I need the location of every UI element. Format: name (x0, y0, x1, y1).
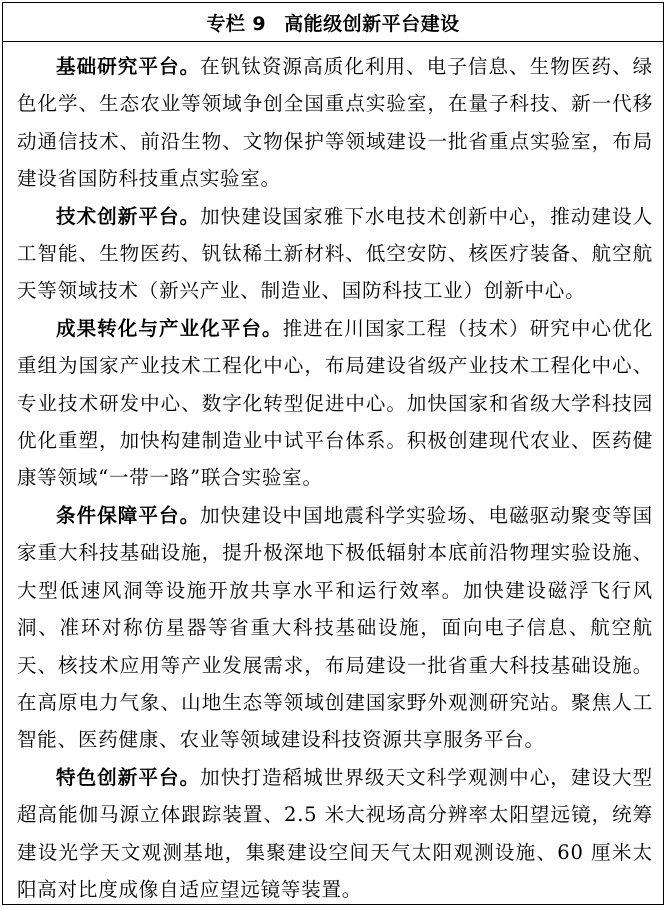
section-body: 在钒钛资源高质化利用、电子信息、生物医药、绿色化学、生态农业等领域争创全国重点实验室，在量子科技、新一代移动通信技术、前沿生物、文物保护等领域建设一批省重点实验室，布局建设省国防科技重点实验室。 (17, 55, 653, 191)
section-heading: 特色创新平台。 (56, 765, 201, 789)
section-body: 加快建设中国地震科学实验场、电磁驱动聚变等国家重大科技基础设施，提升极深地下极低辐射本底前沿物理实验设施、大型低速风洞等设施开放共享水平和运行效率。加快建设磁浮飞行风洞、准环对称仿星器等省重大科技基础设施，面向电子信息、航空航天、核技术应用等产业发展需求，布局建设一批省重大科技基础设施。在高原电力气象、山地生态等领域创建国家野外观测研究站。聚焦人工智能、医药健康、农业等领域建设科技资源共享服务平台。 (17, 503, 653, 752)
section-paragraph (17, 48, 653, 198)
section-paragraph (17, 198, 653, 310)
section-heading: 基础研究平台。 (56, 55, 201, 78)
column-label: 专栏 9 (206, 12, 267, 35)
section-paragraph (17, 310, 653, 497)
section-heading: 技术创新平台。 (56, 204, 201, 228)
section-body: 推进在川国家工程（技术）研究中心优化重组为国家产业技术工程化中心，布局建设省级产业技术工程化中心、专业技术研发中心、数字化转型促进中心。加快国家和省级大学科技园优化重塑，加快构建制造业中试平台体系。积极创建现代农业、医药健康等领域“一带一路”联合实验室。 (17, 316, 653, 490)
column-content (3, 42, 663, 908)
column-title: 高能级创新平台建设 (284, 12, 460, 35)
section-body: 加快打造稻城世界级天文科学观测中心，建设大型超高能伽马源立体跟踪装置、2.5 米大视场高分辨率太阳望远镜，统筹建设光学天文观测基地，集聚建设空间天气太阳观测设施、60 厘米太阳高对比度成像自适应望远镜等装置。 (17, 765, 653, 901)
section-heading: 成果转化与产业化平台。 (56, 316, 283, 340)
section-body: 加快建设国家雅下水电技术创新中心，推动建设人工智能、生物医药、钒钛稀土新材料、低空安防、核医疗装备、航空航天等领域技术（新兴产业、制造业、国防科技工业）创新中心。 (17, 204, 653, 303)
section-heading: 条件保障平台。 (56, 503, 201, 527)
column-box (2, 2, 664, 905)
section-paragraph (17, 759, 653, 909)
section-paragraph (17, 497, 653, 759)
column-header (3, 3, 663, 42)
